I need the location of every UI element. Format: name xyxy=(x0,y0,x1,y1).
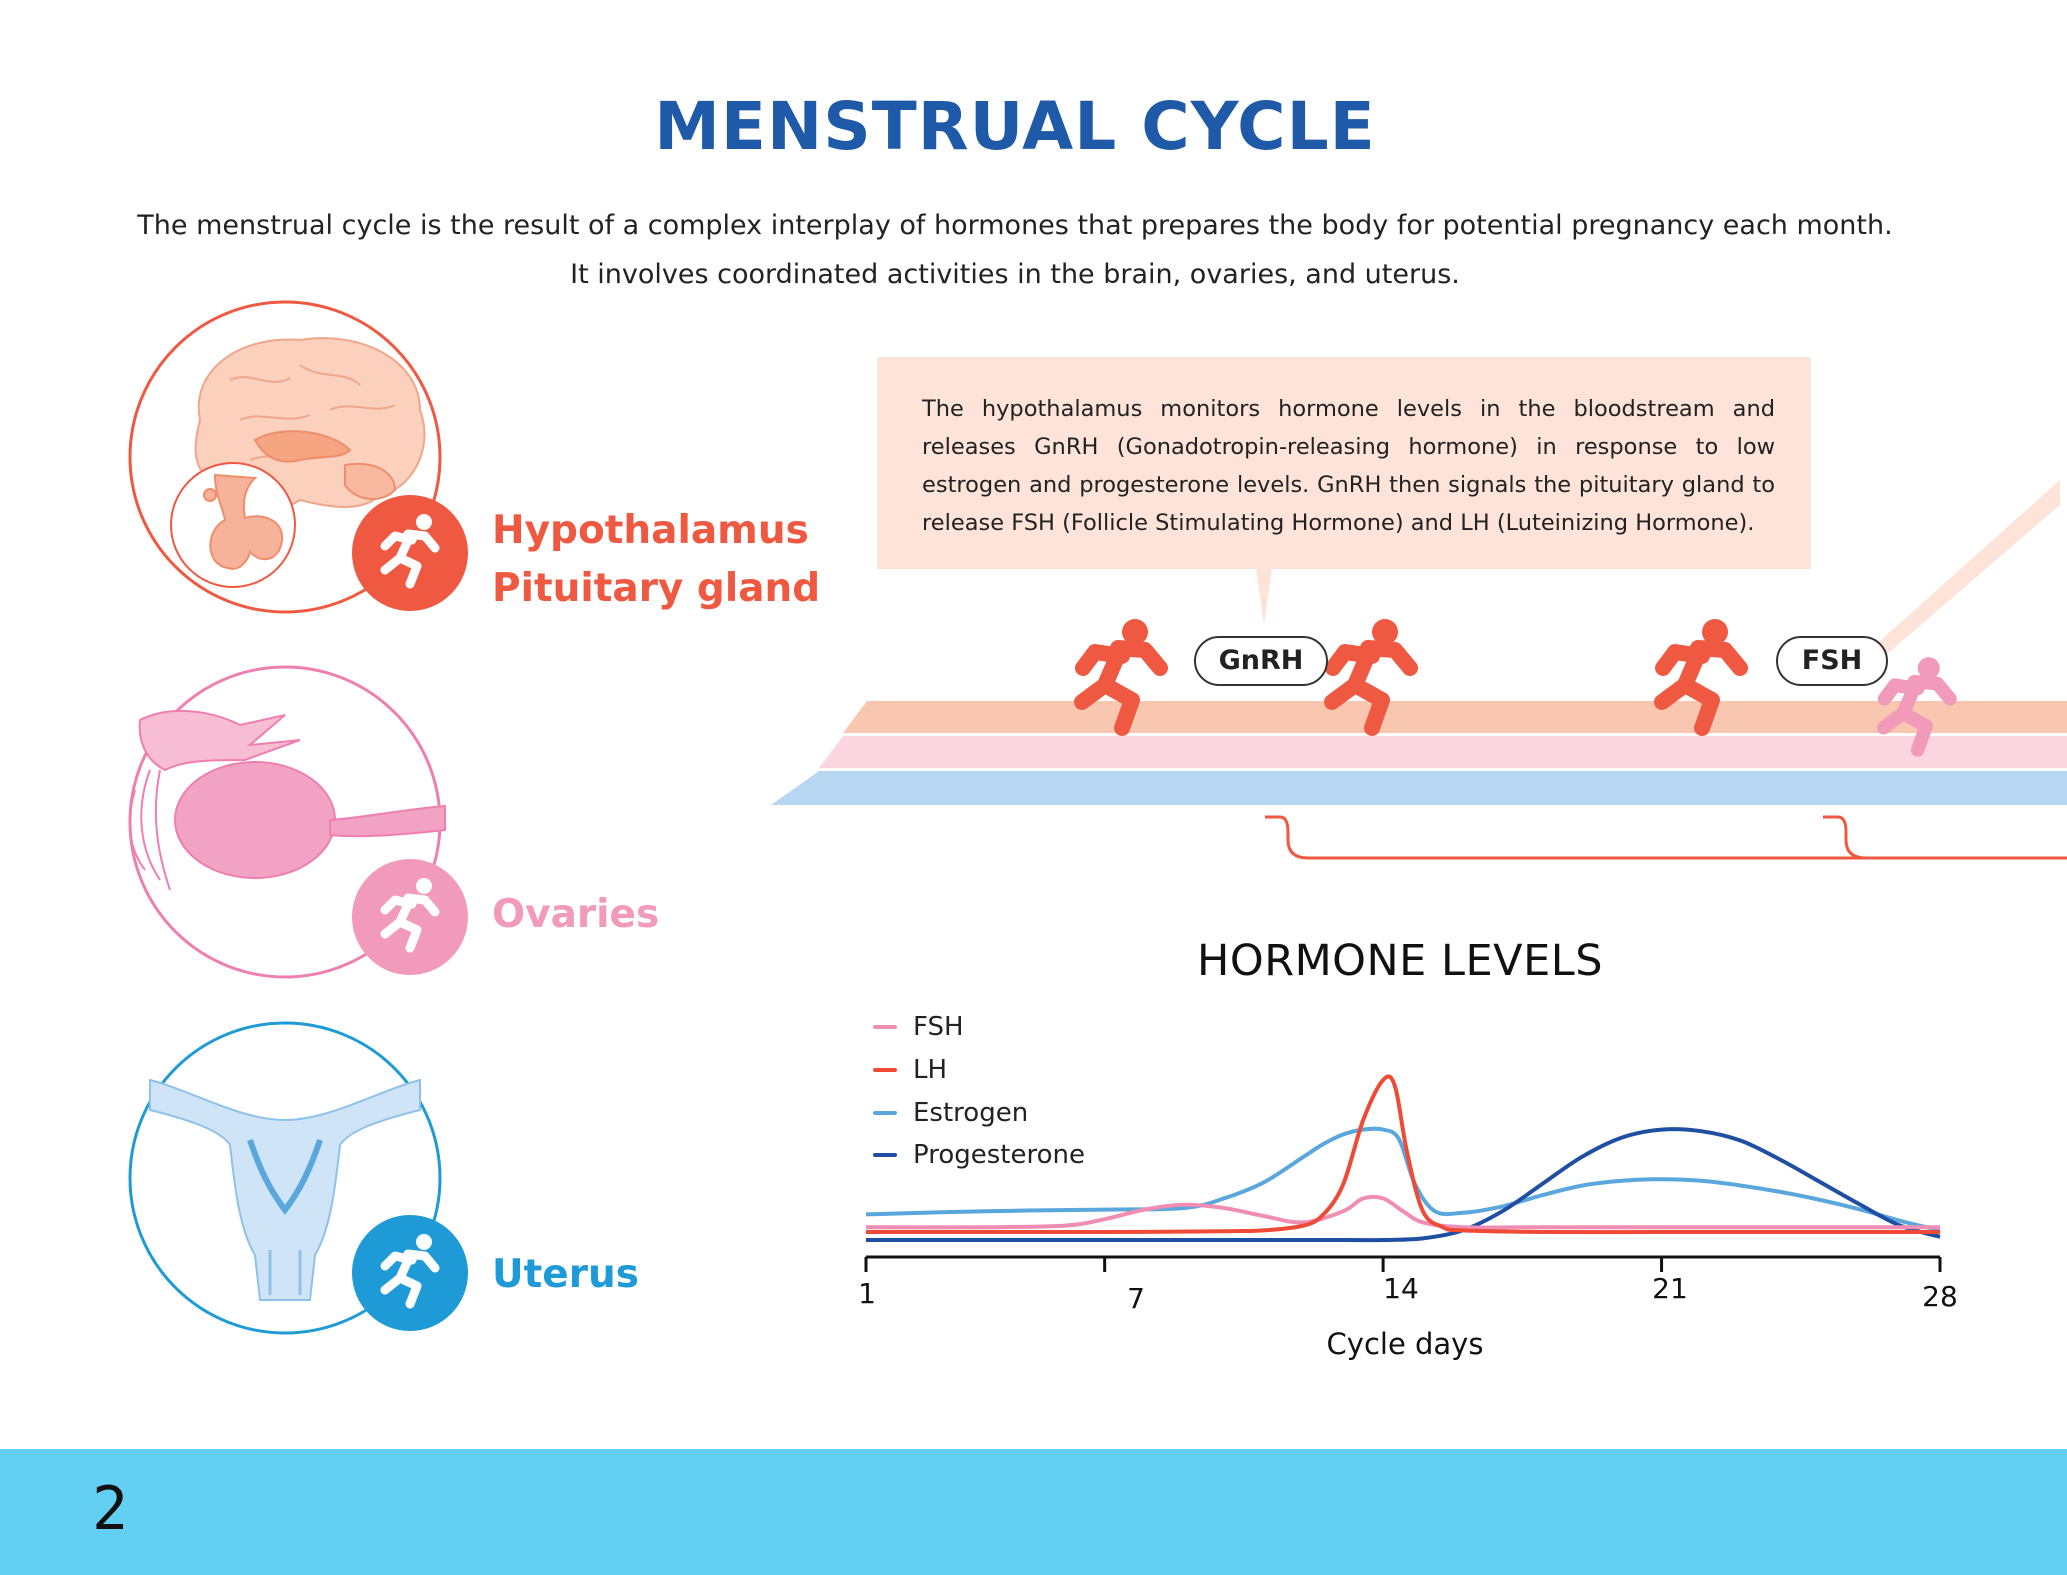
legend-label: Progesterone xyxy=(913,1140,1085,1170)
gnrh-pill: GnRH xyxy=(1194,636,1328,686)
page-title: MENSTRUAL CYCLE xyxy=(654,88,1376,165)
page-number: 2 xyxy=(92,1474,129,1544)
info-text: The hypothalamus monitors hormone levels in the bloodstream and releases GnRH (Gonadotropin-releasing hormone) in response to low estrogen and progesterone levels. GnRH then signals the pituitary gland to release FSH (Follicle Stimulating Hormone) and LH (Luteinizing Hormone). xyxy=(922,396,1775,536)
x-tick-label: 21 xyxy=(1652,1272,1688,1305)
x-tick-label: 1 xyxy=(858,1277,876,1310)
x-axis-label: Cycle days xyxy=(1326,1327,1484,1361)
label-uterus: Uterus xyxy=(492,1252,639,1297)
x-tick-label: 14 xyxy=(1383,1272,1419,1305)
intro-line-2: It involves coordinated activities in the brain, ovaries, and uterus. xyxy=(570,259,1460,290)
footer-bar xyxy=(0,1449,2067,1575)
series-line-estrogen xyxy=(866,1129,1940,1231)
intro-line-1: The menstrual cycle is the result of a complex interplay of hormones that prepares the body for potential pregnancy each month. xyxy=(137,210,1893,241)
label-pituitary: Pituitary gland xyxy=(492,566,821,611)
x-tick-label: 7 xyxy=(1127,1282,1145,1315)
legend-label: FSH xyxy=(913,1012,964,1042)
fsh-pill: FSH xyxy=(1776,636,1888,686)
legend-label: LH xyxy=(913,1055,948,1085)
legend-label: Estrogen xyxy=(913,1098,1029,1128)
x-tick-label: 28 xyxy=(1922,1280,1958,1313)
label-hypothalamus: Hypothalamus xyxy=(492,508,809,553)
chart-title: HORMONE LEVELS xyxy=(1197,936,1603,986)
label-ovaries: Ovaries xyxy=(492,892,660,937)
